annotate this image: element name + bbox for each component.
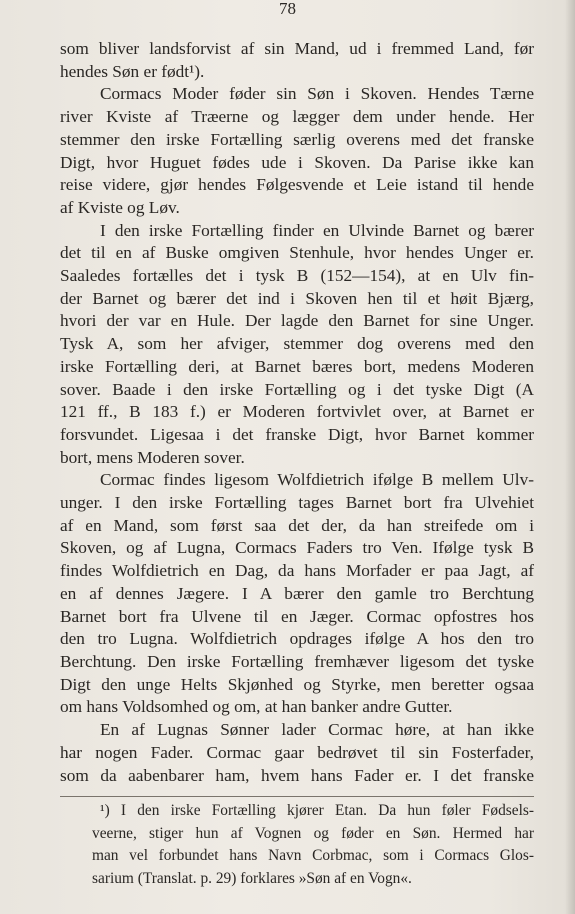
- text-line: Digt, hvor Huguet fødes ude i Skoven. Da Parise ikke kan: [60, 152, 534, 172]
- text-line: 121 ff., B 183 f.) er Moderen fortvivlet over, at Barnet er: [60, 402, 534, 422]
- text-line: af en Mand, som først saa det der, da han streifede om i: [60, 515, 534, 535]
- text-line: den tro Lugna. Wolfdietrich opdrages ifølge A hos den tro: [60, 629, 534, 649]
- text-line: reise videre, gjør hendes Følgesvende et Leie istand til hende: [60, 175, 534, 195]
- footnote-line: man vel forbundet hans Navn Corbmac, som i Cormacs Glos-: [92, 847, 534, 865]
- text-line: forsvundet. Ligesaa i det franske Digt, hvor Barnet kommer: [60, 424, 534, 444]
- text-line: unger. I den irske Fortælling tages Barnet bort fra Ulvehiet: [60, 493, 534, 513]
- page-number: 78: [279, 0, 296, 18]
- text-line: Digt den unge Helts Skjønhed og Styrke, men beretter ogsaa: [60, 674, 534, 694]
- text-line: Cormacs Moder føder sin Søn i Skoven. Hendes Tærne: [100, 84, 534, 104]
- text-line: om hans Voldsomhed og om, at han banker andre Gutter.: [60, 697, 453, 717]
- text-line: Skoven, og af Lugna, Cormacs Faders tro Ven. Ifølge tysk B: [60, 538, 534, 558]
- text-line: river Kviste af Træerne og lægger dem under hende. Her: [60, 107, 534, 127]
- text-line: irske Fortælling deri, at Barnet bæres bort, medens Moderen: [60, 356, 534, 376]
- text-line: som bliver landsforvist af sin Mand, ud i fremmed Land, før: [60, 39, 534, 58]
- text-line: som da aabenbarer ham, hvem hans Fader er. I det franske: [60, 765, 534, 785]
- text-line: En af Lugnas Sønner lader Cormac høre, at han ikke: [100, 720, 534, 740]
- footnote-line: ¹) I den irske Fortælling kjører Etan. Da hun føler Fødsels-: [100, 802, 534, 819]
- footnotes: [60, 796, 534, 891]
- text-line: hendes Søn er født¹).: [60, 61, 205, 81]
- text-line: en af dennes Jægere. I A bærer den gamle tro Berchtung: [60, 583, 534, 603]
- text-line: der Barnet og bærer det ind i Skoven hen til et høit Bjærg,: [60, 288, 534, 308]
- footnote-line: veerne, stiger hun af Vognen og føder en Søn. Hermed har: [92, 824, 534, 842]
- body-text: [60, 38, 534, 787]
- text-line: hvori der var en Hule. Der lagde den Barnet for sine Unger.: [60, 311, 534, 331]
- text-line: Barnet bort fra Ulvene til en Jæger. Cormac opfostres hos: [60, 606, 534, 626]
- text-line: bort, mens Moderen sover.: [60, 447, 245, 467]
- text-line: har nogen Fader. Cormac gaar bedrøvet til sin Fosterfader,: [60, 742, 534, 762]
- text-line: sover. Baade i den irske Fortælling og i det tyske Digt (A: [60, 379, 534, 399]
- text-line: Saaledes fortælles det i tysk B (152—154), at en Ulv fin-: [60, 266, 534, 286]
- text-line: det til en af Buske omgiven Stenhule, hvor hendes Unger er.: [60, 243, 534, 263]
- text-line: stemmer den irske Fortælling særlig overens med det franske: [60, 129, 534, 149]
- text-line: I den irske Fortælling finder en Ulvinde Barnet og bærer: [100, 220, 534, 240]
- text-line: af Kviste og Løv.: [60, 197, 180, 217]
- text-line: findes Wolfdietrich en Dag, da hans Morfader er paa Jagt, af: [60, 561, 534, 581]
- text-line: Tysk A, som her afviger, stemmer dog overens med den: [60, 334, 534, 354]
- text-line: Cormac findes ligesom Wolfdietrich ifølge B mellem Ulv-: [100, 470, 534, 490]
- text-line: Berchtung. Den irske Fortælling fremhæver ligesom det tyske: [60, 651, 534, 671]
- footnote-line: sarium (Translat. p. 29) forklares »Søn af en Vogn«.: [92, 870, 412, 888]
